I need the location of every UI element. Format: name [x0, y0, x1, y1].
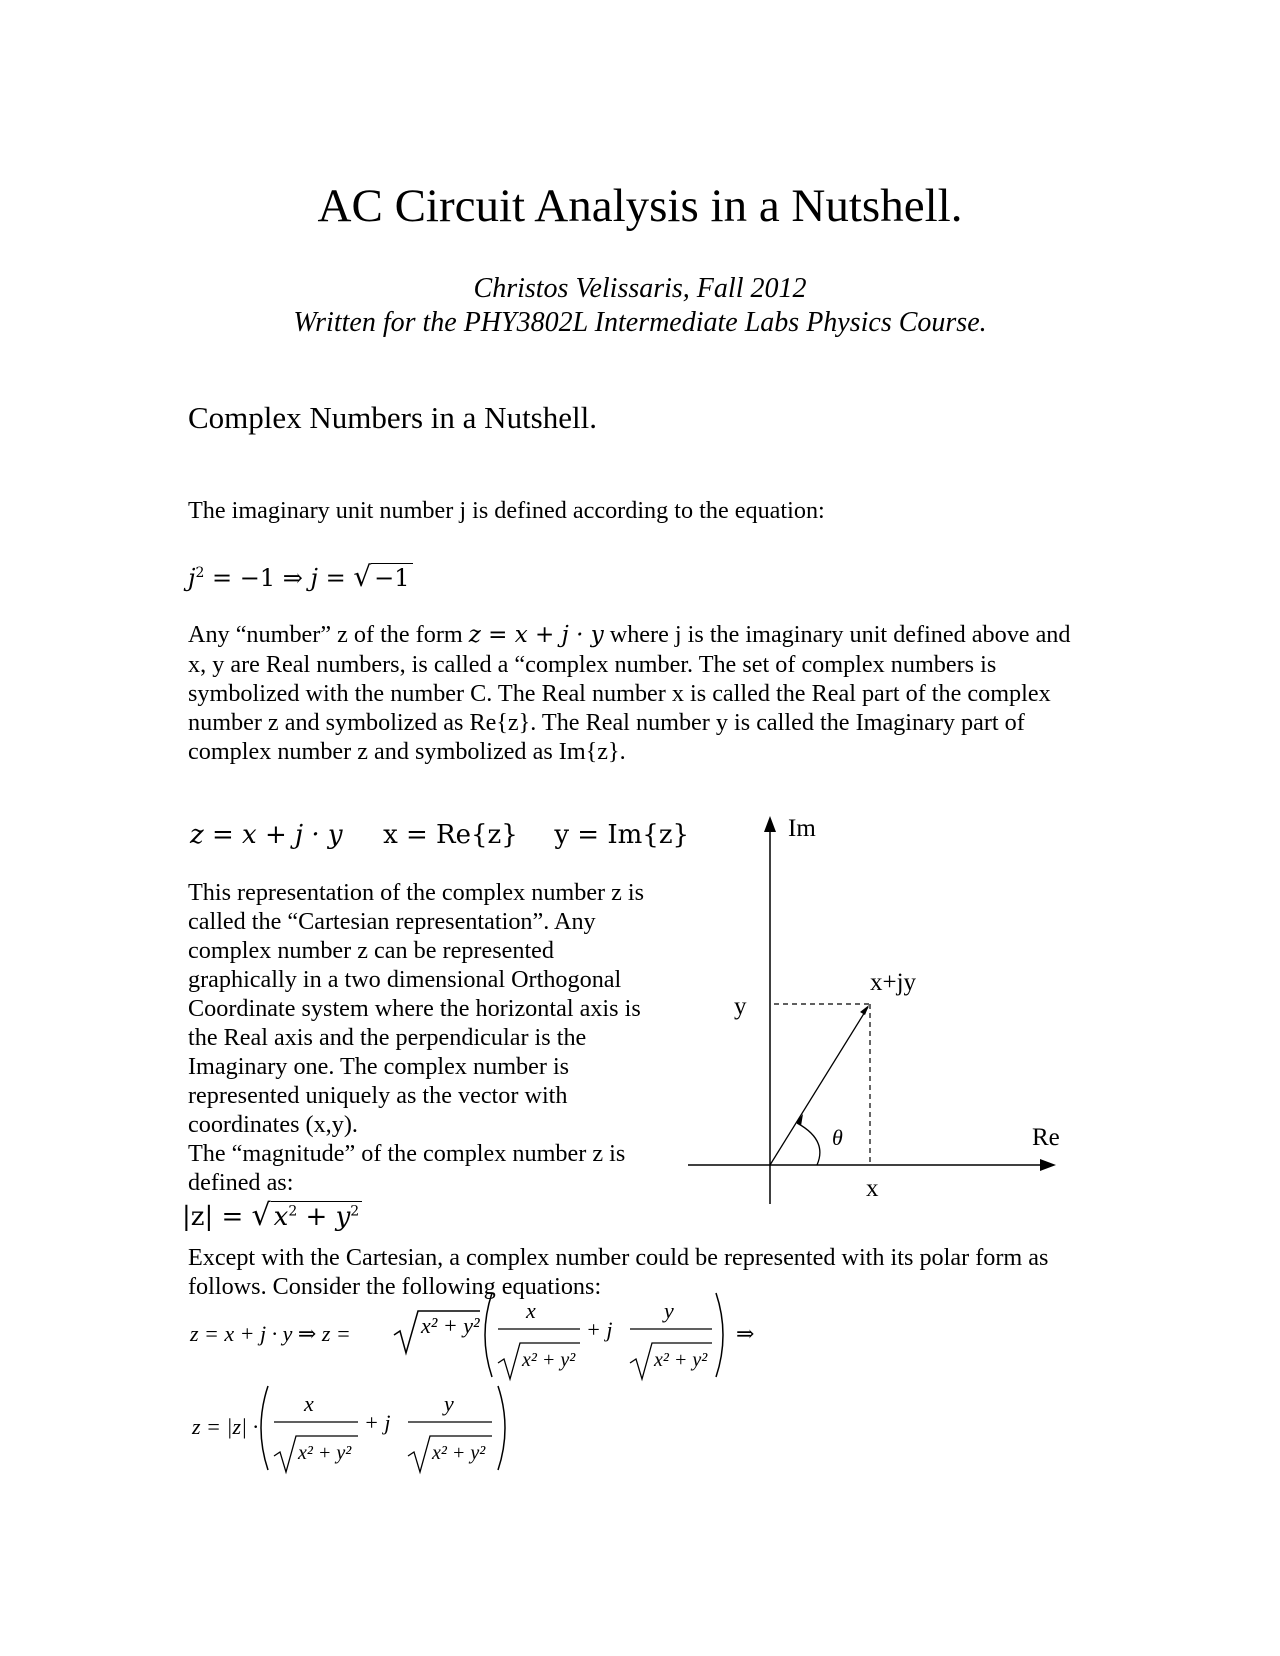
eq3-plus: + [297, 1202, 336, 1232]
eq4-num-y: y [664, 1298, 674, 1323]
eq5-den1: x² + y² [298, 1442, 352, 1464]
para2-post: where j is the imaginary unit defined above and x, y are Real numbers, is called a “complex number. The set of complex numbers is symbolized with the number C. The Real number x is called the Real part of the complex number z and symbolized as Re{z}. The Real number y is called the Imaginary part of complex number z and symbolized as Im{z}. [188, 621, 1071, 765]
eq1-j: j [188, 564, 196, 592]
para3b-text: The “magnitude” of the complex number z is defined as: [188, 1140, 626, 1196]
eq3-lhs: |z| = [182, 1202, 252, 1232]
eq5-den2: x² + y² [432, 1442, 486, 1464]
eq1-eq: = [317, 564, 354, 592]
paragraph-cartesian [188, 878, 668, 1197]
equation-magnitude [182, 1198, 362, 1233]
complex-plane-diagram [670, 800, 1090, 1210]
angle-arc [797, 1123, 820, 1165]
eq1-exp: 2 [195, 565, 205, 581]
im-axis-arrow [764, 816, 776, 832]
para2-pre: Any “number” z of the form [188, 621, 469, 648]
eq4-num-x: x [526, 1298, 536, 1323]
eq3-x-exp: 2 [288, 1203, 298, 1220]
paragraph-complex-definition [188, 620, 1088, 766]
para3-text: This representation of the complex number z is called the “Cartesian representation”. Any complex number z can be represented graphically in a two dimensional Orthogonal Coordinate system where the horizontal axis is the Real axis and the perpendicular is the Imaginary one. The complex number is represented uniquely as the vector with coordinates (x,y). [188, 879, 645, 1138]
sqrt-symbol: √ [251, 1198, 271, 1233]
equation-polar-2 [180, 1378, 540, 1478]
equation-imaginary-unit [188, 560, 413, 593]
eq2-part1: z = x + j · y [190, 820, 343, 850]
equation-polar-1 [180, 1285, 760, 1385]
eq4-lhs: z = x + j · y ⇒ z = [190, 1321, 351, 1346]
document-title: AC Circuit Analysis in a Nutshell. [317, 180, 963, 232]
eq3-y-exp: 2 [350, 1203, 360, 1220]
eq5-lhs: z = |z| · [192, 1414, 259, 1439]
paragraph-imaginary-unit: The imaginary unit number j is defined according to the equation: [188, 497, 825, 524]
re-label: Re [1032, 1124, 1060, 1151]
left-paren [485, 1293, 492, 1377]
eq5-num-y: y [444, 1391, 454, 1416]
left-paren [261, 1386, 268, 1470]
eq4-plus-j: + j [586, 1317, 613, 1342]
para2-inline-equation: z = x + j · y [468, 622, 604, 648]
point-label: x+jy [870, 969, 917, 996]
theta-label: θ [832, 1125, 843, 1150]
eq4-radical-body: x² + y² [421, 1313, 480, 1338]
author-line: Christos Velissaris, Fall 2012 [473, 273, 807, 304]
equation-cartesian [190, 820, 689, 850]
eq4-den1: x² + y² [522, 1349, 576, 1371]
course-line: Written for the PHY3802L Intermediate Labs Physics Course. [293, 307, 987, 338]
eq1-middle: = −1 ⇒ [204, 564, 311, 592]
im-label: Im [788, 815, 816, 842]
eq5-num-x: x [304, 1391, 314, 1416]
sqrt-symbol: √ [353, 560, 372, 593]
eq2-part2: x = Re{z} [383, 820, 518, 850]
eq5-plus-j: + j [364, 1410, 391, 1435]
author-block [0, 272, 1280, 340]
eq2-part3: y = Im{z} [554, 820, 690, 850]
eq3-x: x [273, 1202, 289, 1232]
right-paren [716, 1293, 723, 1377]
paragraph-polar-intro: Except with the Cartesian, a complex number could be represented with its polar form as follows. Consider the following equations: [188, 1244, 1049, 1300]
section-heading: Complex Numbers in a Nutshell. [188, 400, 597, 435]
re-axis-arrow [1040, 1159, 1056, 1171]
eq4-den2: x² + y² [654, 1349, 708, 1371]
eq3-y: y [335, 1202, 351, 1232]
eq1-j2: j [310, 564, 318, 592]
right-paren [498, 1386, 505, 1470]
vector-arrow [860, 1005, 869, 1015]
vector-line [770, 1007, 868, 1165]
x-label: x [866, 1175, 879, 1202]
y-label: y [734, 993, 747, 1020]
eq1-radicand: −1 [371, 563, 412, 592]
eq4-implies: ⇒ [736, 1321, 755, 1346]
